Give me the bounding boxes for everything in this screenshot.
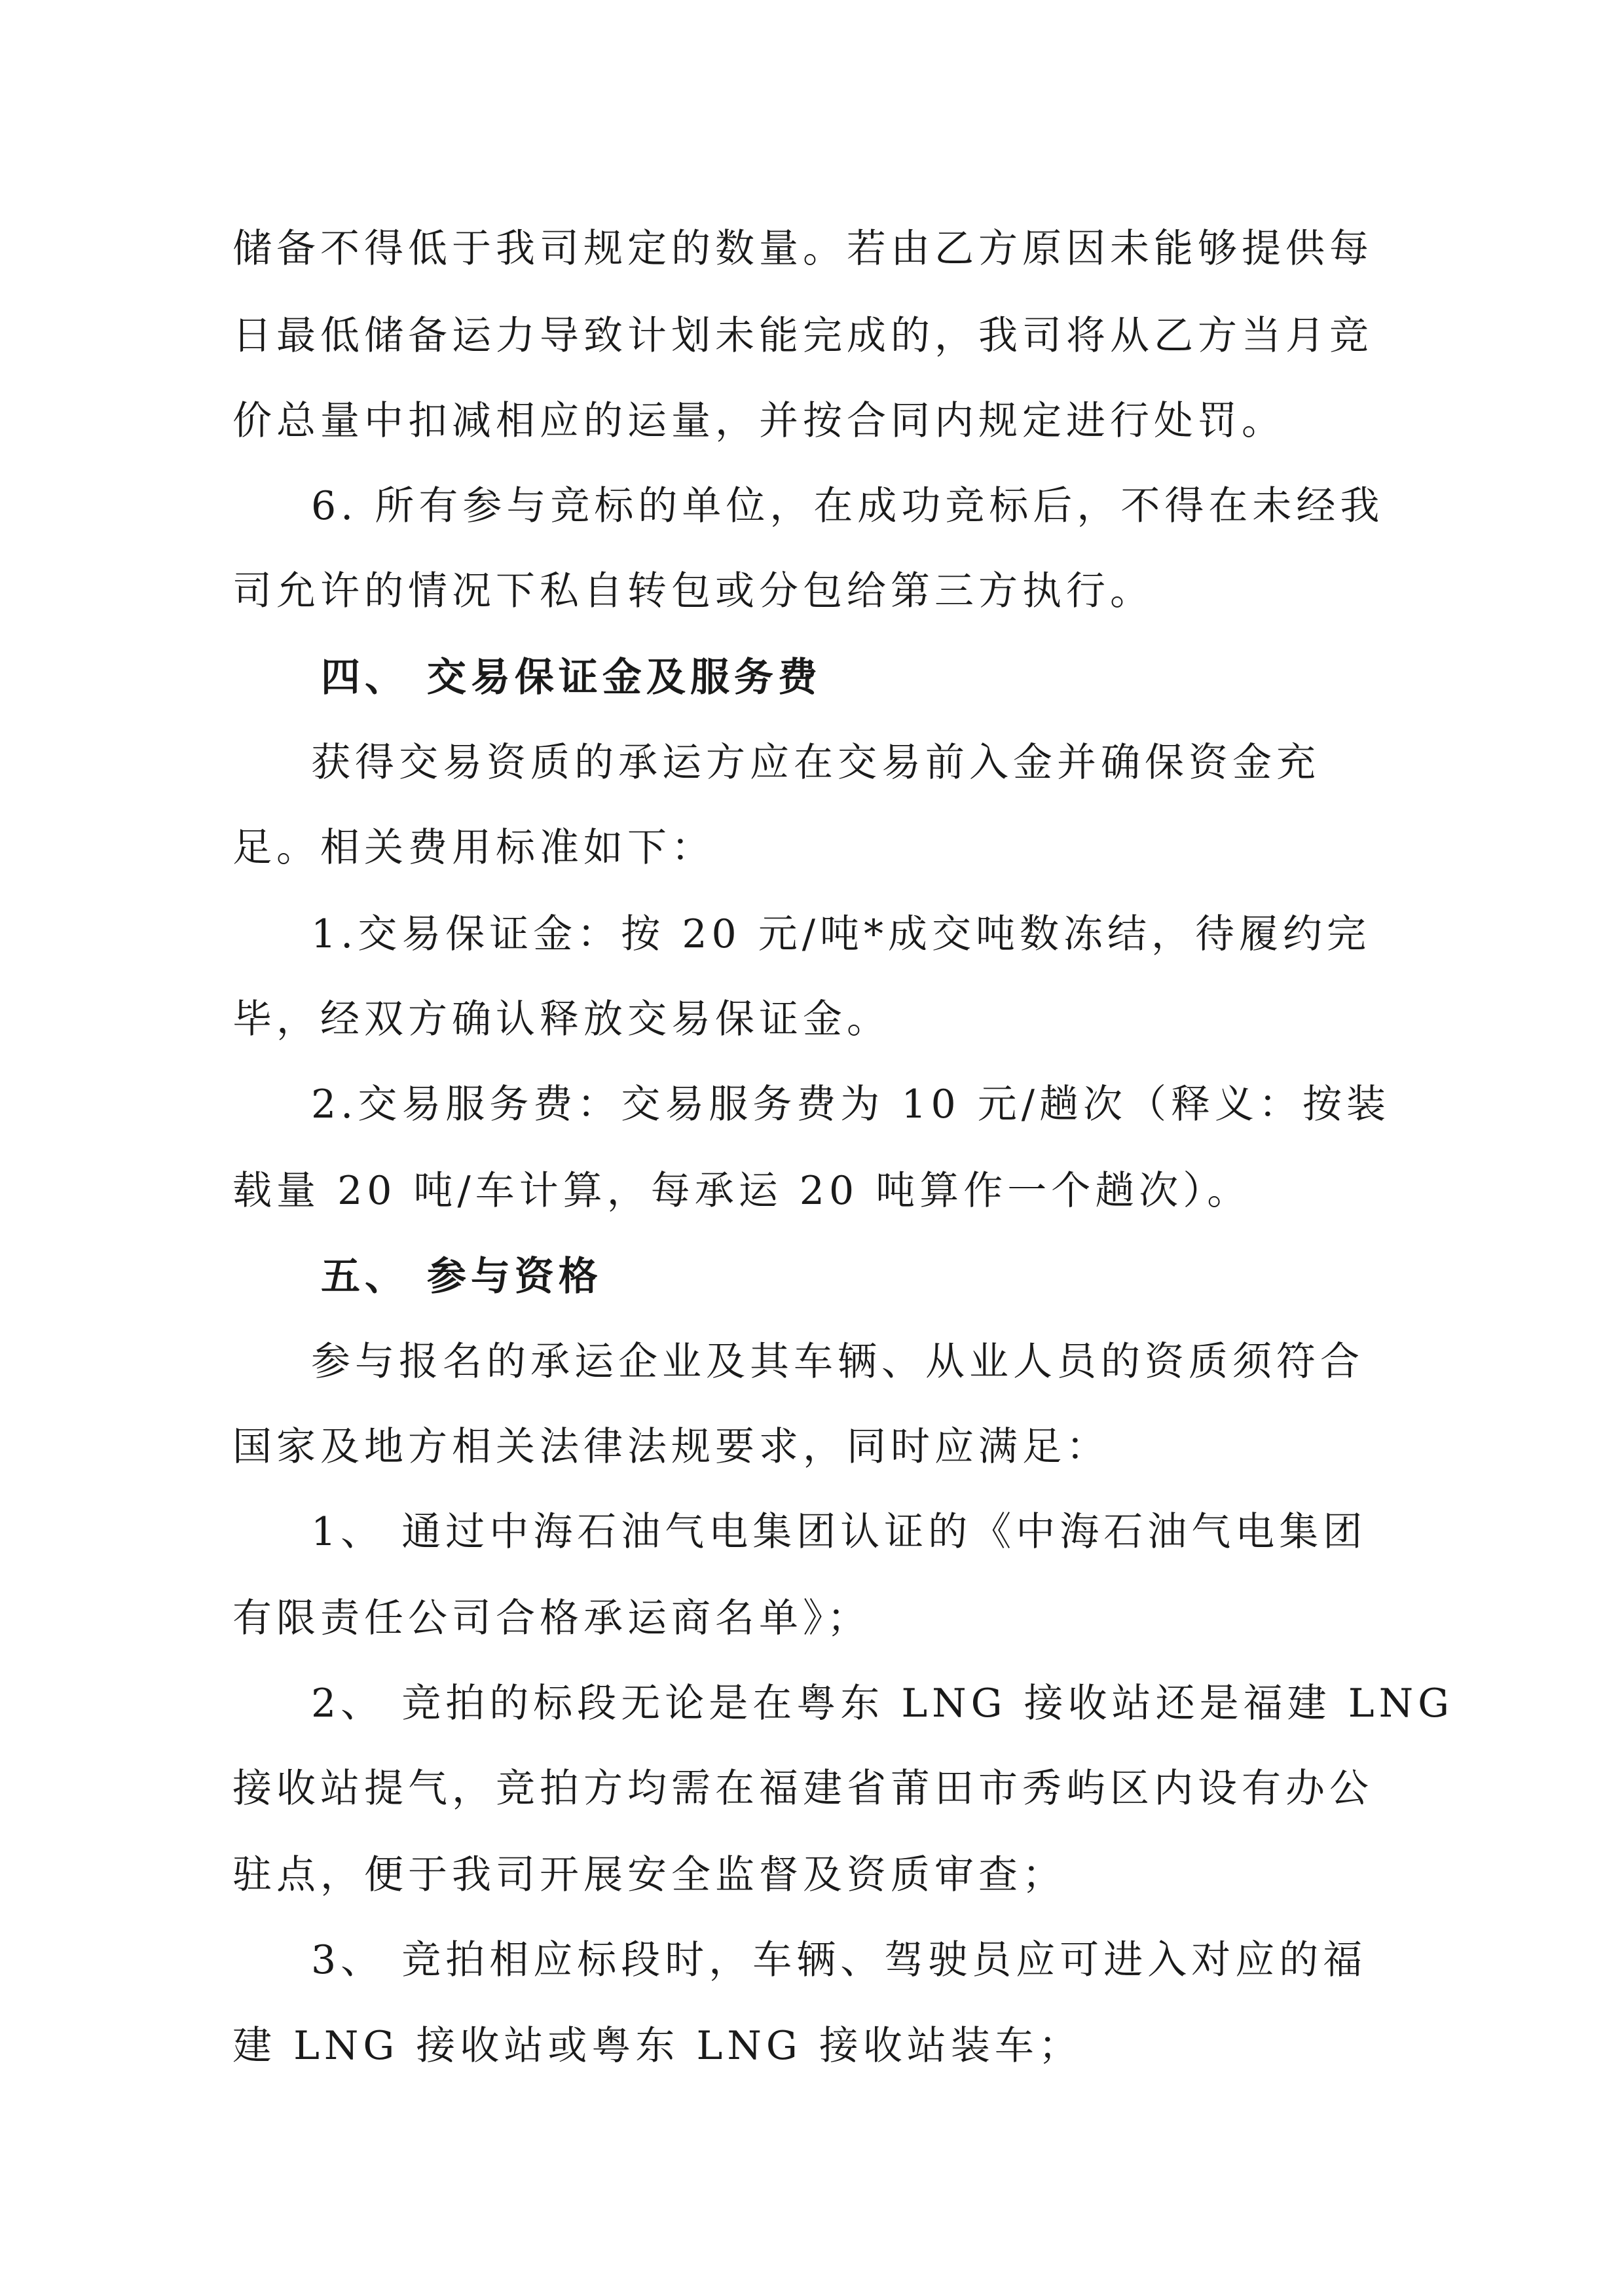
paragraph-line: 储备不得低于我司规定的数量。若由乙方原因未能够提供每 bbox=[232, 226, 1373, 272]
paragraph-line: 国家及地方相关法律法规要求，同时应满足： bbox=[232, 1424, 1110, 1470]
paragraph-line: 6. 所有参与竞标的单位，在成功竞标后，不得在未经我 bbox=[311, 483, 1384, 529]
paragraph-line: 3、 竞拍相应标段时，车辆、驾驶员应可进入对应的福 bbox=[311, 1937, 1367, 1983]
paragraph-line: 足。相关费用标准如下： bbox=[232, 825, 715, 871]
paragraph-line: 司允许的情况下私自转包或分包给第三方执行。 bbox=[232, 568, 1154, 614]
paragraph-line: 载量 20 吨/车计算，每承运 20 吨算作一个趟次）。 bbox=[232, 1168, 1251, 1214]
paragraph-line: 日最低储备运力导致计划未能完成的，我司将从乙方当月竞 bbox=[232, 313, 1373, 359]
paragraph-line: 建 LNG 接收站或粤东 LNG 接收站装车； bbox=[232, 2023, 1082, 2069]
paragraph-line: 价总量中扣减相应的运量，并按合同内规定进行处罚。 bbox=[232, 398, 1285, 444]
paragraph-line: 毕，经双方确认释放交易保证金。 bbox=[232, 996, 891, 1042]
paragraph-line: 2、 竞拍的标段无论是在粤东 LNG 接收站还是福建 LNG bbox=[311, 1681, 1454, 1726]
paragraph-line: 驻点，便于我司开展安全监督及资质审查； bbox=[232, 1852, 1066, 1898]
section-heading: 五、 参与资格 bbox=[321, 1254, 602, 1300]
paragraph-line: 接收站提气，竞拍方均需在福建省莆田市秀屿区内设有办公 bbox=[232, 1766, 1373, 1812]
paragraph-line: 参与报名的承运企业及其车辆、从业人员的资质须符合 bbox=[311, 1339, 1364, 1385]
paragraph-line: 1、 通过中海石油气电集团认证的《中海石油气电集团 bbox=[311, 1509, 1367, 1555]
paragraph-line: 2.交易服务费：交易服务费为 10 元/趟次（释义：按装 bbox=[311, 1082, 1390, 1127]
paragraph-line: 有限责任公司合格承运商名单》； bbox=[232, 1595, 871, 1641]
paragraph-line: 获得交易资质的承运方应在交易前入金并确保资金充 bbox=[311, 740, 1320, 786]
section-heading: 四、 交易保证金及服务费 bbox=[321, 655, 822, 701]
paragraph-line: 1.交易保证金：按 20 元/吨*成交吨数冻结，待履约完 bbox=[311, 911, 1371, 957]
